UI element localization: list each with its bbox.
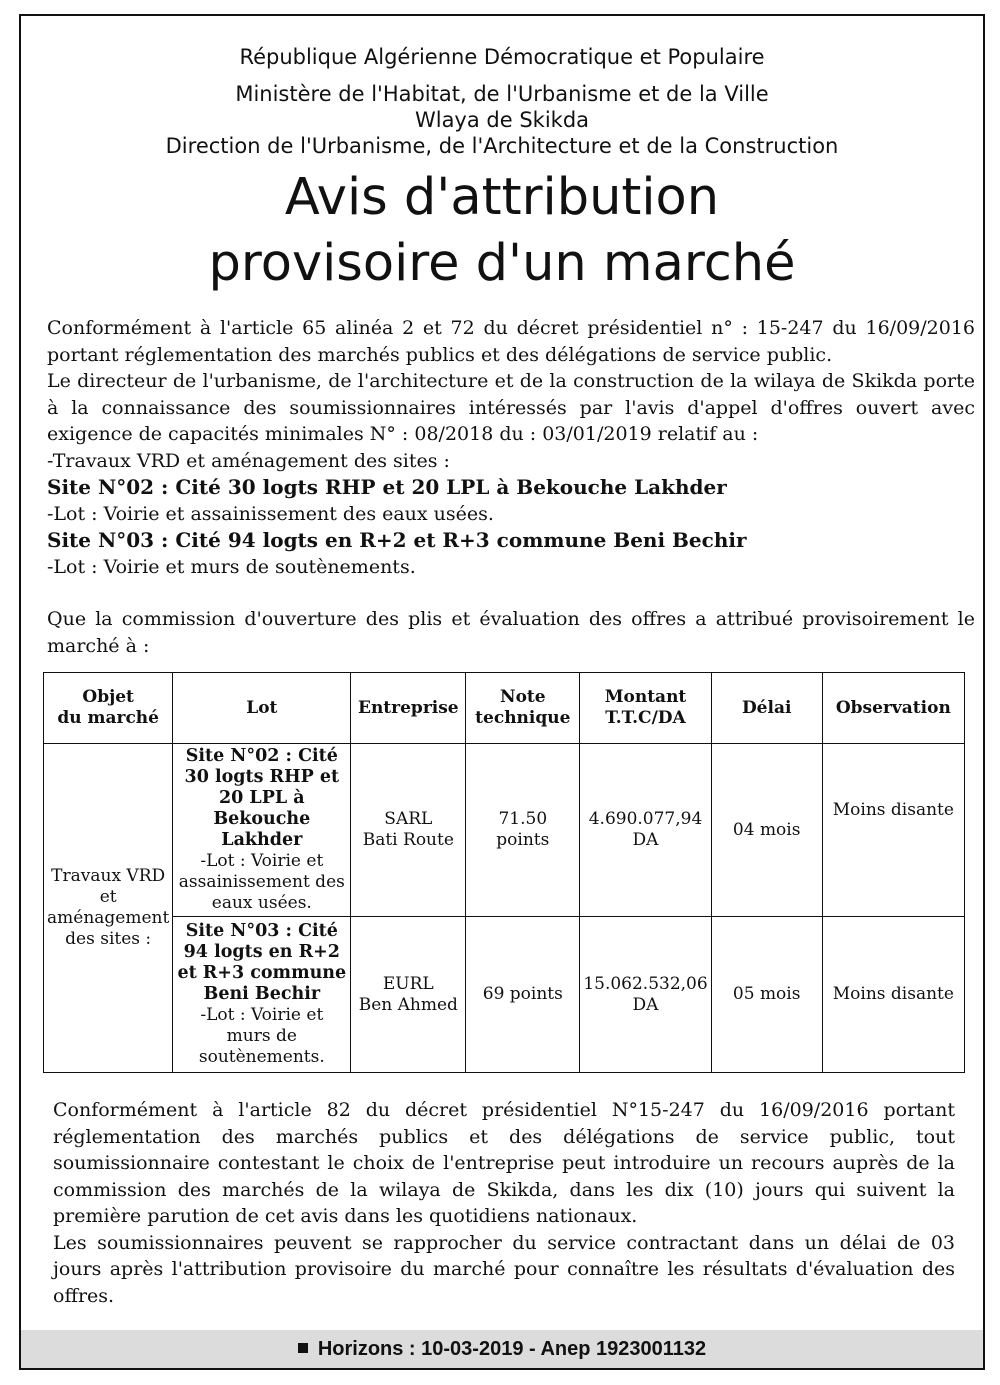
footer-text: Horizons : 10-03-2019 - Anep 1923001132 [317,1338,707,1360]
header-objet [44,673,173,744]
montant-value: 15.062.532,06 [583,973,708,994]
closing-section [53,1097,955,1309]
lot-cell-site-03 [173,917,351,1073]
lot-site-label: Site N°03 : Cité 94 logts en R+2 et R+3 commune Beni Bechir [177,921,347,1004]
closing-paragraph-2: Les soumissionnaires peuvent se rapprocher du service contractant dans un délai de 03 jours après l'attribution provisoire du marché pour connaître les résultats d'évaluation des offres. [53,1231,955,1307]
lot-site-label: Site N°02 : Cité 30 logts RHP et 20 LPL à Bekouche Lakhder [184,746,340,850]
notice-header [21,44,983,297]
footer-bar [21,1330,983,1368]
intro-paragraph-2: Le directeur de l'urbanisme, de l'architecture et de la construction de la wilaya de Skikda porte à la connaissance des soumissionnaires intéressés par l'avis d'appel d'offres ouvert avec exigence de capacités minimales N° : 08/2018 du : 03/01/2019 relatif au : [47,370,975,445]
observation-cell: Moins disante [822,744,964,917]
entreprise-cell [351,917,466,1073]
header-entreprise: Entreprise [351,673,466,744]
direction-line: Direction de l'Urbanisme, de l'Architecture et de la Construction [165,134,839,158]
entreprise-cell [351,744,466,917]
header-delai: Délai [711,673,822,744]
header-objet-l2: du marché [57,708,159,728]
note-cell: 69 points [466,917,580,1073]
republic-line: République Algérienne Démocratique et Populaire [239,45,765,69]
commission-paragraph: Que la commission d'ouverture des plis et évaluation des offres a attribué provisoirement le marché à : [47,608,975,657]
ministry-line: Ministère de l'Habitat, de l'Urbanisme et de la Ville [235,82,769,106]
header-objet-l1: Objet [82,687,134,707]
notice-frame [19,14,985,1370]
intro-paragraph-1: Conformément à l'article 65 alinéa 2 et 72 du décret présidentiel n° : 15-247 du 16/09/2016 portant réglementation des marchés publics et des délégations de service public. [47,317,975,366]
wilaya-line: Wlaya de Skikda [414,108,590,132]
montant-cell [580,744,711,917]
delai-cell: 04 mois [711,744,822,917]
lot-description: -Lot : Voirie et assainissement des eaux usées. [178,851,345,913]
entreprise-name: Bati Route [362,830,454,850]
notice-title [21,165,983,297]
title-line-2: provisoire d'un marché [208,234,796,293]
site-03-heading: Site N°03 : Cité 94 logts en R+2 et R+3 commune Beni Bechir [47,528,747,552]
header-note [466,673,580,744]
site-02-heading: Site N°02 : Cité 30 logts RHP et 20 LPL à Bekouche Lakhder [47,475,727,499]
observation-cell: Moins disante [822,917,964,1073]
table-header-row [44,673,965,744]
lot-description: -Lot : Voirie et murs de soutènements. [198,1005,325,1067]
title-line-1: Avis d'attribution [284,168,720,227]
delai-cell: 05 mois [711,917,822,1073]
table-row [44,917,965,1073]
header-note-l2: technique [475,708,571,728]
header-montant [580,673,711,744]
header-note-l1: Note [500,687,546,707]
lot-03-line: -Lot : Voirie et murs de soutènements. [47,555,416,578]
header-observation: Observation [822,673,964,744]
objet-cell: Travaux VRD et aménagement des sites : [44,744,173,1073]
lot-02-line: -Lot : Voirie et assainissement des eaux usées. [47,502,494,525]
closing-paragraph-1: Conformément à l'article 82 du décret présidentiel N°15-247 du 16/09/2016 portant réglementation des marchés publics et des délégations de service public, tout soumissionnaire contestant le choix de l'entreprise peut introduire un recours auprès de la commission des marchés de la wilaya de Skikda, dans les dix (10) jours qui suivent la première parution de cet avis dans les quotidiens nationaux. [53,1099,955,1227]
intro-section [47,315,975,659]
table-row [44,744,965,917]
travaux-line: -Travaux VRD et aménagement des sites : [47,449,450,472]
montant-value: 4.690.077,94 [588,809,703,829]
square-bullet-icon [298,1343,308,1353]
header-montant-l2: T.T.C/DA [605,708,686,728]
entreprise-type: EURL [382,973,434,994]
note-cell: 71.50 points [466,744,580,917]
montant-cell [580,917,711,1073]
entreprise-type: SARL [384,809,433,829]
header-montant-l1: Montant [604,687,687,707]
entreprise-name: Ben Ahmed [358,994,458,1015]
attribution-table [43,672,965,1073]
montant-currency: DA [632,994,659,1015]
header-lot: Lot [173,673,351,744]
lot-cell-site-02 [173,744,351,917]
montant-currency: DA [632,830,659,850]
